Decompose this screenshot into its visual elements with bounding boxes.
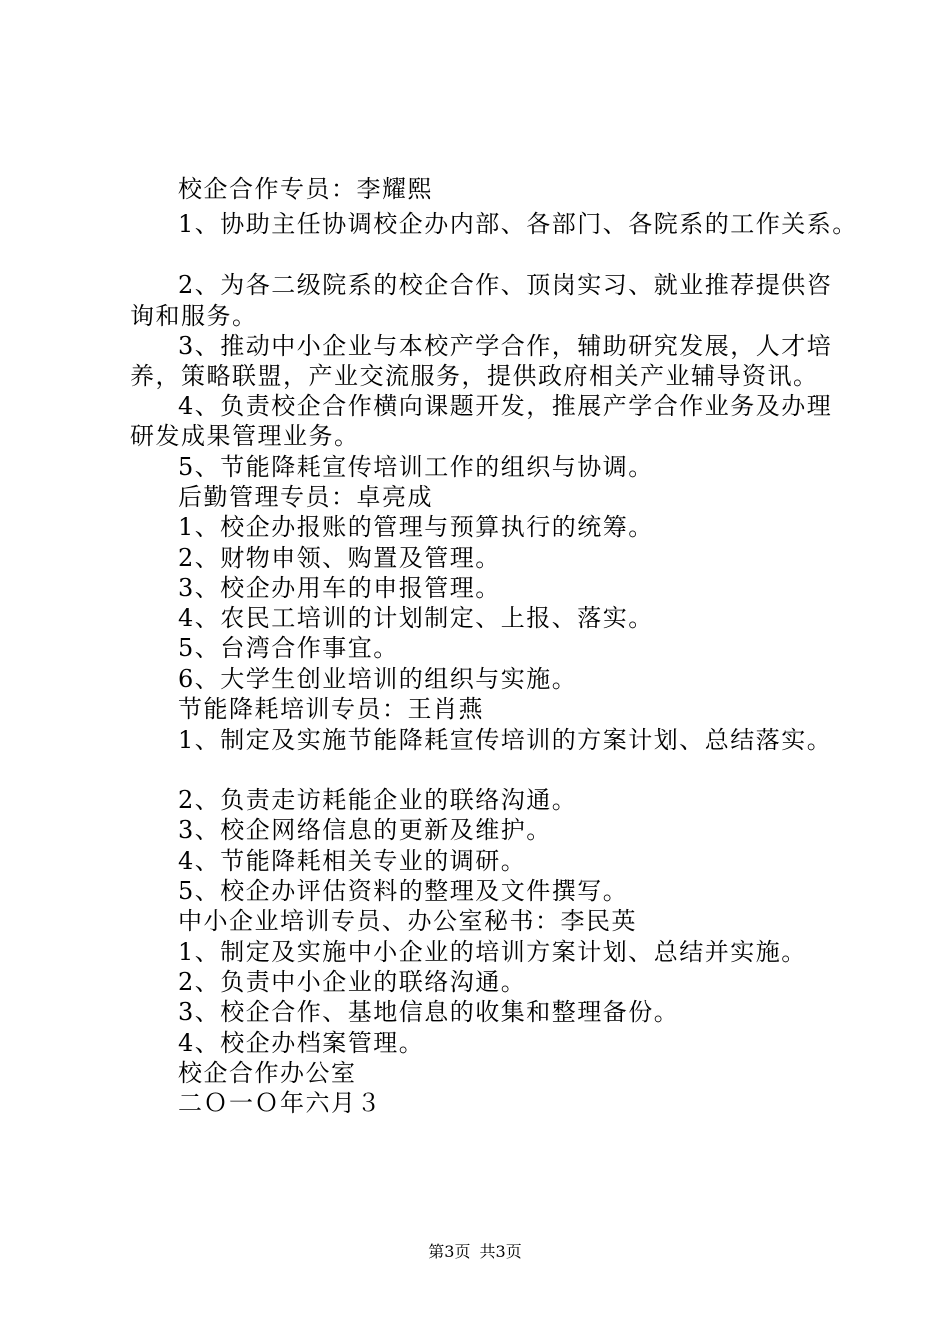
- text-line: 1、校企办报账的管理与预算执行的统筹。: [178, 513, 654, 541]
- text-line: 4、农民工培训的计划制定、上报、落实。: [178, 604, 654, 632]
- section-heading-energy: 节能降耗培训专员：王肖燕: [178, 695, 484, 723]
- section-heading-liaison: 校企合作专员：李耀熙: [178, 175, 433, 203]
- text-line: 5、校企办评估资料的整理及文件撰写。: [178, 877, 629, 905]
- text-line: 2、财物申领、购置及管理。: [178, 544, 501, 572]
- text-line: 1、制定及实施中小企业的培训方案计划、总结并实施。: [178, 938, 807, 966]
- text-line: 3、推动中小企业与本校产学合作，辅助研究发展，人才培: [178, 332, 833, 360]
- text-line: 2、负责走访耗能企业的联络沟通。: [178, 786, 578, 814]
- text-line: 研发成果管理业务。: [130, 422, 360, 450]
- text-line: 6、大学生创业培训的组织与实施。: [178, 665, 578, 693]
- page-footer: [0, 1242, 950, 1262]
- text-line: 4、节能降耗相关专业的调研。: [178, 847, 527, 875]
- text-line: 5、节能降耗宣传培训工作的组织与协调。: [178, 453, 654, 481]
- text-line: 5、台湾合作事宜。: [178, 634, 399, 662]
- text-line: 2、为各二级院系的校企合作、顶岗实习、就业推荐提供咨: [178, 271, 833, 299]
- text-line: 询和服务。: [130, 302, 258, 330]
- text-line: 养，策略联盟，产业交流服务，提供政府相关产业辅导资讯。: [130, 362, 819, 390]
- text-line: 4、校企办档案管理。: [178, 1029, 425, 1057]
- text-line: 3、校企网络信息的更新及维护。: [178, 816, 552, 844]
- text-line: 3、校企办用车的申报管理。: [178, 574, 501, 602]
- text-line: 1、协助主任协调校企办内部、各部门、各院系的工作关系。: [178, 210, 858, 238]
- signature-date: 二Ｏ一Ｏ年六月３: [178, 1089, 382, 1117]
- signature-office: 校企合作办公室: [178, 1059, 357, 1087]
- text-line: 1、制定及实施节能降耗宣传培训的方案计划、总结落实。: [178, 726, 833, 754]
- section-heading-logistics: 后勤管理专员：卓亮成: [178, 483, 433, 511]
- text-line: 2、负责中小企业的联络沟通。: [178, 968, 527, 996]
- text-line: 3、校企合作、基地信息的收集和整理备份。: [178, 998, 680, 1026]
- page-total: 共3页: [479, 1242, 522, 1261]
- section-heading-sme: 中小企业培训专员、办公室秘书：李民英: [178, 907, 637, 935]
- text-line: 4、负责校企合作横向课题开发，推展产学合作业务及办理: [178, 392, 833, 420]
- page-number: 第3页: [428, 1242, 471, 1261]
